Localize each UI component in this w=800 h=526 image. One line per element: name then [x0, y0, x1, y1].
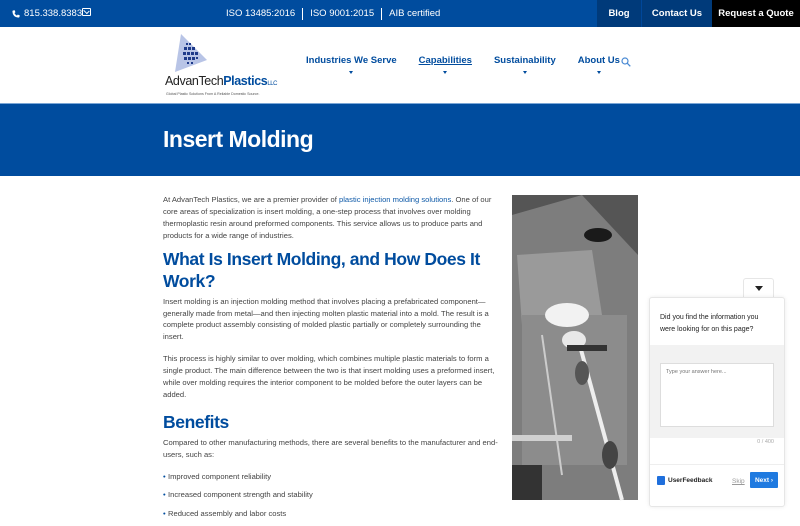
- chevron-down-icon: [597, 71, 601, 74]
- certifications: [226, 8, 447, 20]
- feedback-widget: [649, 297, 785, 507]
- chevron-down-icon: [349, 71, 353, 74]
- request-quote-button[interactable]: Request a Quote: [712, 0, 800, 27]
- nav-label: Sustainability: [493, 55, 556, 66]
- skip-button[interactable]: Skip: [732, 478, 745, 485]
- section-heading-benefits: Benefits: [163, 411, 229, 432]
- list-item: • Increased component strength and stability: [163, 489, 503, 501]
- cert-iso-13485: ISO 13485:2016: [226, 8, 296, 19]
- intro-paragraph: [163, 194, 503, 242]
- caret-down-icon: [755, 286, 763, 291]
- blog-link[interactable]: Blog: [597, 0, 642, 27]
- photo-illustration: [512, 195, 638, 500]
- nav-label: About Us: [577, 55, 620, 66]
- list-item: • Reduced assembly and labor costs: [163, 508, 503, 520]
- logo-mark-icon: [175, 34, 207, 72]
- feedback-answer-input[interactable]: [660, 363, 774, 427]
- page-hero: [0, 103, 800, 176]
- contact-us-link[interactable]: Contact Us: [642, 0, 712, 27]
- top-bar: [0, 0, 800, 27]
- page-title: Insert Molding: [163, 126, 314, 152]
- userfeedback-logo-icon: [657, 476, 665, 485]
- nav-sustainability[interactable]: [494, 55, 556, 74]
- userfeedback-brand[interactable]: [657, 476, 712, 485]
- logo-suffix: LLC: [267, 81, 278, 87]
- feedback-footer: [650, 464, 784, 504]
- feedback-body: [650, 345, 784, 445]
- chevron-down-icon: [523, 71, 527, 74]
- list-item: • Improved component reliability: [163, 471, 503, 483]
- logo-name-regular: AdvanTech: [165, 74, 224, 88]
- nav-industries-we-serve[interactable]: [306, 55, 397, 74]
- phone-number: 815.338.8383: [24, 8, 83, 19]
- injection-molding-link[interactable]: plastic injection molding solutions: [339, 195, 452, 204]
- intro-text-start: At AdvanTech Plastics, we are a premier provider of: [163, 195, 340, 204]
- feedback-question: Did you find the information you were looking for on this page?: [660, 314, 759, 333]
- nav-capabilities[interactable]: [419, 55, 472, 74]
- intro-text-end: . One of our core areas of specialization is insert molding, a one-step process that involves over molding thermoplastic resin around preformed components. This service allows us to produce parts and products for a wide range of industries.: [163, 195, 492, 240]
- cert-aib: AIB certified: [381, 8, 447, 20]
- next-button[interactable]: Next ›: [750, 472, 778, 488]
- insert-molding-photo: [512, 195, 638, 500]
- nav-label: Capabilities: [418, 55, 472, 66]
- nav-label: Industries We Serve: [306, 55, 397, 66]
- main-content: [163, 194, 503, 526]
- logo-wordmark: [165, 74, 277, 88]
- search-icon[interactable]: [621, 57, 631, 67]
- phone-link[interactable]: [12, 8, 82, 19]
- section1-paragraph-1: Insert molding is an injection molding method that involves placing a prefabricated component—generally made from metal—and then injecting molten plastic material into a mold. The result is a complete product assembly consisting of molded plastic partially or completely surrounding the insert.: [163, 296, 489, 342]
- section-heading-what-is: What Is Insert Molding, and How Does It Work?: [163, 248, 480, 291]
- brand-label: UserFeedback: [668, 477, 713, 484]
- nav-about-us[interactable]: [578, 55, 620, 74]
- section1-paragraph-2: This process is highly similar to over molding, which combines multiple plastic materials to form a single product. The main difference between the two is that insert molding uses a preformed insert, while over molding requires the interior component to be molded before the outer layers can be added.: [163, 354, 495, 399]
- benefits-list: [163, 471, 503, 520]
- character-counter: 0 / 400: [757, 439, 774, 445]
- cert-iso-9001: ISO 9001:2015: [302, 8, 381, 20]
- benefits-intro: Compared to other manufacturing methods, there are several benefits to the manufacturer and end-users, such as:: [163, 437, 498, 459]
- logo-name-bold: Plastics: [223, 74, 268, 88]
- chevron-down-icon: [443, 71, 447, 74]
- main-nav: [306, 55, 642, 74]
- feedback-collapse-tab[interactable]: [743, 278, 774, 298]
- top-links: [597, 0, 800, 27]
- logo[interactable]: [165, 30, 280, 102]
- mail-icon[interactable]: [82, 8, 91, 16]
- site-header: [0, 27, 800, 103]
- phone-icon: [12, 10, 20, 18]
- logo-tagline: Global Plastic Solutions From A Reliable Domestic Source.: [166, 92, 260, 96]
